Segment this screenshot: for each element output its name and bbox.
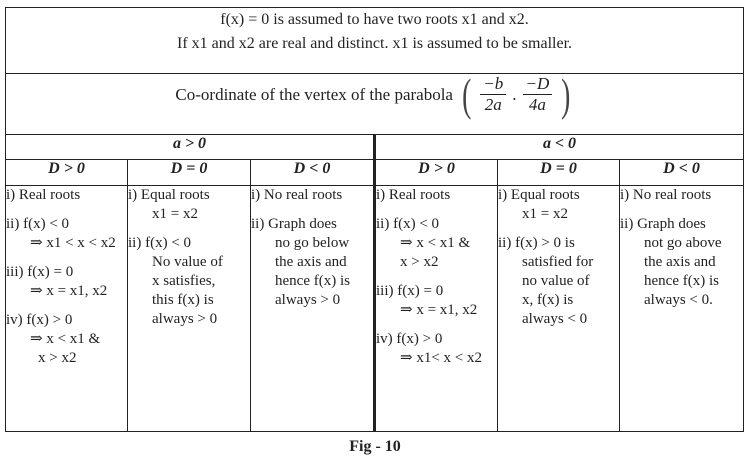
list-item: ⇒ x1 < x < x2 — [30, 235, 116, 251]
list-item: i) No real roots — [620, 187, 712, 203]
list-item: x satisfies, — [152, 273, 216, 289]
list-item: i) Real roots — [6, 187, 81, 203]
list-item: always > 0 — [275, 292, 341, 308]
right-paren: ) — [561, 68, 571, 120]
list-item: i) Real roots — [376, 187, 451, 203]
list-item: always < 0 — [522, 311, 588, 327]
list-item: ⇒ x = x1, x2 — [400, 302, 478, 318]
vertex-y-numerator: −D — [523, 74, 553, 95]
list-item: ⇒ x1< x < x2 — [400, 350, 482, 366]
col-head-6: D < 0 — [620, 160, 744, 186]
list-item: the axis and — [275, 254, 347, 270]
list-item: i) Equal roots — [498, 187, 580, 203]
list-item: not go above — [644, 235, 722, 251]
vertex-y-fraction — [523, 74, 553, 115]
figure-caption: Fig - 10 — [349, 438, 401, 455]
col-body-1 — [6, 186, 128, 432]
list-item: iv) f(x) > 0 — [376, 331, 443, 347]
col-head-1: D > 0 — [6, 160, 128, 186]
list-item: ⇒ x < x1 & — [30, 331, 101, 347]
col-head-2: D = 0 — [128, 160, 251, 186]
sign-a-negative: a < 0 — [375, 135, 744, 160]
vertex-x-numerator: −b — [480, 74, 506, 95]
list-item: satisfied for — [522, 254, 594, 270]
vertex-cell — [6, 68, 744, 135]
list-item: always > 0 — [152, 311, 218, 327]
list-item: No value of — [152, 254, 223, 270]
assumption-line-1: f(x) = 0 is assumed to have two roots x1 and x2. — [220, 11, 529, 28]
list-item: iii) f(x) = 0 — [376, 283, 444, 299]
list-item: x1 = x2 — [152, 206, 198, 222]
col-head-3: D < 0 — [251, 160, 375, 186]
list-item: no go below — [275, 235, 350, 251]
col-body-4 — [375, 186, 498, 432]
list-item: ii) f(x) > 0 is — [498, 235, 575, 251]
list-item: hence f(x) is — [275, 273, 350, 289]
left-paren: ( — [462, 68, 472, 120]
col-body-3 — [251, 186, 375, 432]
vertex-x-denominator: 2a — [484, 95, 502, 114]
list-item: ii) Graph does — [620, 216, 706, 232]
list-item: iii) f(x) = 0 — [6, 264, 74, 280]
col-body-2 — [128, 186, 251, 432]
assumption-cell — [6, 8, 744, 74]
list-item: ii) f(x) < 0 — [376, 216, 440, 232]
list-item: no value of — [522, 273, 590, 289]
vertex-separator: . — [512, 84, 517, 104]
list-item: x > x2 — [38, 350, 77, 366]
list-item: ii) f(x) < 0 — [6, 216, 70, 232]
col-head-4: D > 0 — [375, 160, 498, 186]
vertex-label: Co-ordinate of the vertex of the parabola — [175, 84, 453, 104]
list-item: ii) Graph does — [251, 216, 337, 232]
col-head-5: D = 0 — [498, 160, 620, 186]
vertex-x-fraction — [480, 74, 506, 115]
col-body-5 — [498, 186, 620, 432]
quadratic-summary-table — [5, 7, 744, 432]
assumption-line-2: If x1 and x2 are real and distinct. x1 is assumed to be smaller. — [177, 35, 573, 52]
sign-a-positive: a > 0 — [6, 135, 375, 160]
list-item: iv) f(x) > 0 — [6, 312, 73, 328]
list-item: the axis and — [644, 254, 716, 270]
list-item: x, f(x) is — [522, 292, 574, 308]
list-item: i) Equal roots — [128, 187, 210, 203]
vertex-y-denominator: 4a — [528, 95, 546, 114]
list-item: x1 = x2 — [522, 206, 568, 222]
col-body-6 — [620, 186, 744, 432]
list-item: hence f(x) is — [644, 273, 719, 289]
list-item: this f(x) is — [152, 292, 214, 308]
list-item: x > x2 — [400, 254, 439, 270]
list-item: i) No real roots — [251, 187, 343, 203]
list-item: always < 0. — [644, 292, 713, 308]
list-item: ⇒ x < x1 & — [400, 235, 471, 251]
list-item: ⇒ x = x1, x2 — [30, 283, 108, 299]
list-item: ii) f(x) < 0 — [128, 235, 192, 251]
